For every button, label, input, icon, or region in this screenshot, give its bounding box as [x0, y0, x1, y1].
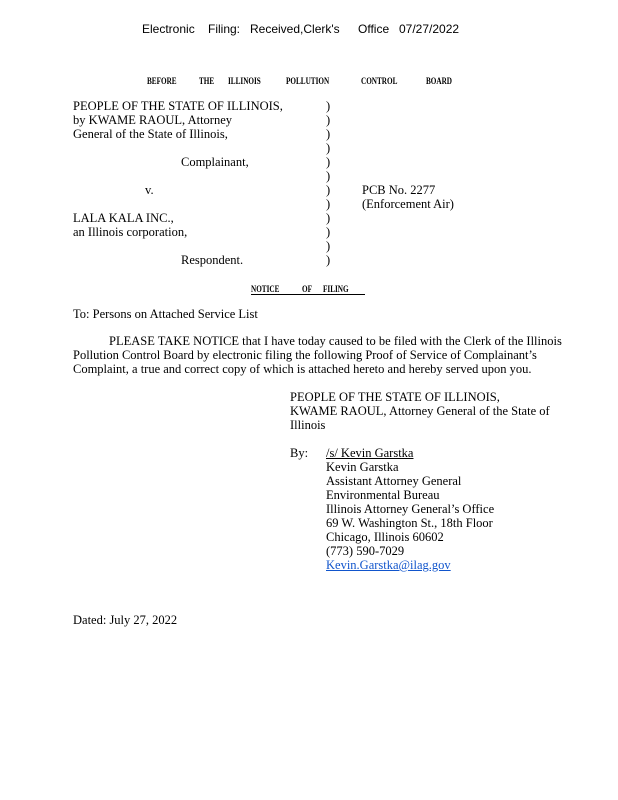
signer-street: 69 W. Washington St., 18th Floor: [326, 516, 493, 530]
body-line-1: PLEASE TAKE NOTICE that I have today caused to be filed with the Clerk of the Illinois: [109, 334, 562, 348]
caption-paren: ): [326, 99, 331, 113]
plaintiff-line-2: by KWAME RAOUL, Attorney: [73, 113, 233, 127]
party-line-2: KWAME RAOUL, Attorney General of the State of: [290, 404, 550, 418]
case-number: PCB No. 2277: [362, 183, 436, 197]
case-type: (Enforcement Air): [362, 197, 454, 211]
caption-paren: ): [326, 183, 331, 197]
plaintiff-line-3: General of the State of Illinois,: [73, 127, 228, 141]
heading-board: BOARD: [426, 76, 453, 86]
caption-paren: ): [326, 127, 331, 141]
caption-paren: ): [326, 225, 331, 239]
signer-phone: (773) 590-7029: [326, 544, 405, 558]
notice-title-underline: [251, 294, 365, 295]
defendant-line-2: an Illinois corporation,: [73, 225, 188, 239]
stamp-received: Received,Clerk's: [250, 22, 340, 36]
defendant-line-1: LALA KALA INC.,: [73, 211, 174, 225]
caption-paren-column: [326, 99, 330, 267]
to-line: To: Persons on Attached Service List: [73, 307, 258, 321]
versus-label: v.: [145, 183, 154, 197]
plaintiff-line-1: PEOPLE OF THE STATE OF ILLINOIS,: [73, 99, 283, 113]
caption-paren: ): [326, 253, 331, 267]
stamp-electronic: Electronic: [142, 22, 195, 36]
dated-line: Dated: July 27, 2022: [73, 613, 178, 627]
e-signature: /s/ Kevin Garstka: [326, 446, 414, 460]
signer-title: Assistant Attorney General: [326, 474, 462, 488]
complainant-label: Complainant,: [181, 155, 249, 169]
caption-paren: ): [326, 113, 331, 127]
caption-paren: ): [326, 239, 331, 253]
body-line-2: Pollution Control Board by electronic filing the following Proof of Service of Complainant’s: [73, 348, 537, 362]
caption-paren: ): [326, 197, 331, 211]
by-label: By:: [290, 446, 309, 460]
signer-bureau: Environmental Bureau: [326, 488, 440, 502]
party-line-3: Illinois: [290, 418, 326, 432]
heading-control: CONTROL: [361, 76, 398, 86]
caption-paren: ): [326, 211, 331, 225]
body-line-3: Complaint, a true and correct copy of which is attached hereto and hereby served upon you.: [73, 362, 532, 376]
signer-name: Kevin Garstka: [326, 460, 399, 474]
signer-city: Chicago, Illinois 60602: [326, 530, 444, 544]
heading-pollution: POLLUTION: [286, 76, 330, 86]
caption-paren: ): [326, 169, 331, 183]
caption-paren: ): [326, 155, 331, 169]
heading-illinois: ILLINOIS: [228, 76, 261, 86]
stamp-office: Office: [358, 22, 390, 36]
notice-title-filing: FILING: [323, 284, 349, 294]
caption-paren: ): [326, 141, 331, 155]
party-line-1: PEOPLE OF THE STATE OF ILLINOIS,: [290, 390, 500, 404]
heading-the: THE: [199, 76, 215, 86]
signer-office: Illinois Attorney General’s Office: [326, 502, 495, 516]
notice-title-notice: NOTICE: [251, 284, 280, 294]
respondent-label: Respondent.: [181, 253, 244, 267]
heading-before: BEFORE: [147, 76, 177, 86]
signer-email-link[interactable]: Kevin.Garstka@ilag.gov: [326, 558, 451, 572]
stamp-filing: Filing:: [208, 22, 241, 36]
notice-title-of: OF: [302, 284, 312, 294]
stamp-date: 07/27/2022: [399, 22, 460, 36]
